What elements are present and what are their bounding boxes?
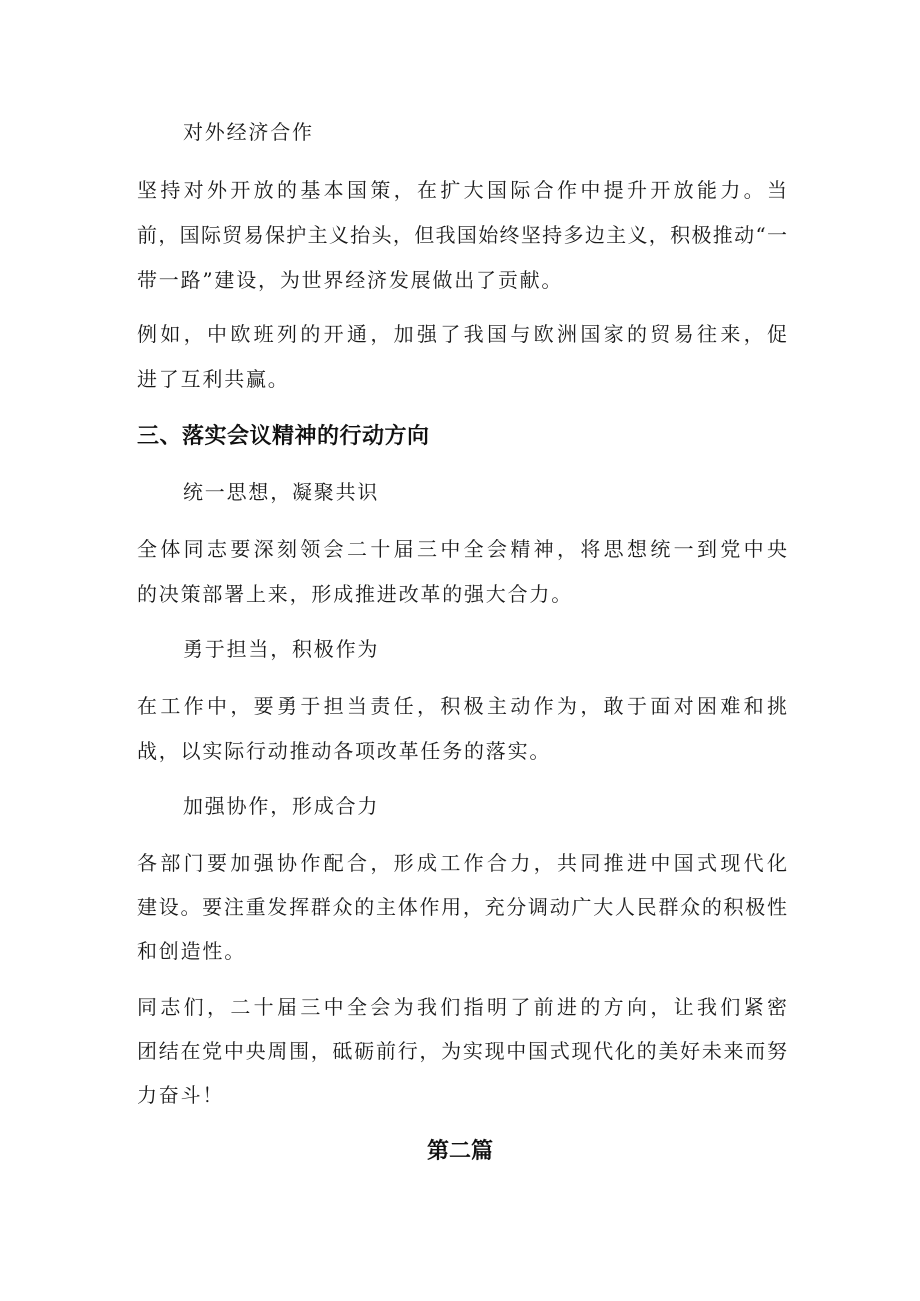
subsection-title-take-responsibility: 勇于担当，积极作为 (183, 637, 380, 661)
text-line: 的决策部署上来，形成推进改革的强大合力。 (137, 582, 573, 606)
text-line: 和创造性。 (137, 939, 246, 963)
subsection-title-foreign-economic-cooperation: 对外经济合作 (183, 120, 314, 144)
text-line: 力奋斗！ (137, 1083, 225, 1107)
text-line: 团结在党中央周围，砥砺前行，为实现中国式现代化的美好未来而努 (137, 1039, 787, 1063)
text-line: 在工作中，要勇于担当责任，积极主动作为，敢于面对困难和挑 (137, 694, 787, 718)
text-line: 带一路”建设，为世界经济发展做出了贡献。 (137, 268, 564, 292)
subsection-title-unify-thinking: 统一思想，凝聚共识 (183, 480, 380, 504)
text-line: 全体同志要深刻领会二十届三中全会精神，将思想统一到党中央 (137, 537, 787, 561)
text-line: 例如，中欧班列的开通，加强了我国与欧洲国家的贸易往来，促 (137, 322, 787, 346)
text-line: 建设。要注重发挥群众的主体作用，充分调动广大人民群众的积极性 (137, 895, 787, 919)
text-line: 各部门要加强协作配合，形成工作合力，共同推进中国式现代化 (137, 851, 787, 875)
section-heading-action-direction: 三、落实会议精神的行动方向 (137, 424, 430, 449)
text-line: 同志们，二十届三中全会为我们指明了前进的方向，让我们紧密 (137, 995, 787, 1019)
text-line: 进了互利共赢。 (137, 367, 290, 391)
part-title-second: 第二篇 (426, 1139, 493, 1164)
subsection-title-strengthen-cooperation: 加强协作，形成合力 (183, 794, 380, 818)
text-line: 前，国际贸易保护主义抬头，但我国始终坚持多边主义，积极推动“一 (137, 223, 787, 247)
text-line: 坚持对外开放的基本国策，在扩大国际合作中提升开放能力。当 (137, 178, 787, 202)
text-line: 战，以实际行动推动各项改革任务的落实。 (137, 739, 552, 763)
